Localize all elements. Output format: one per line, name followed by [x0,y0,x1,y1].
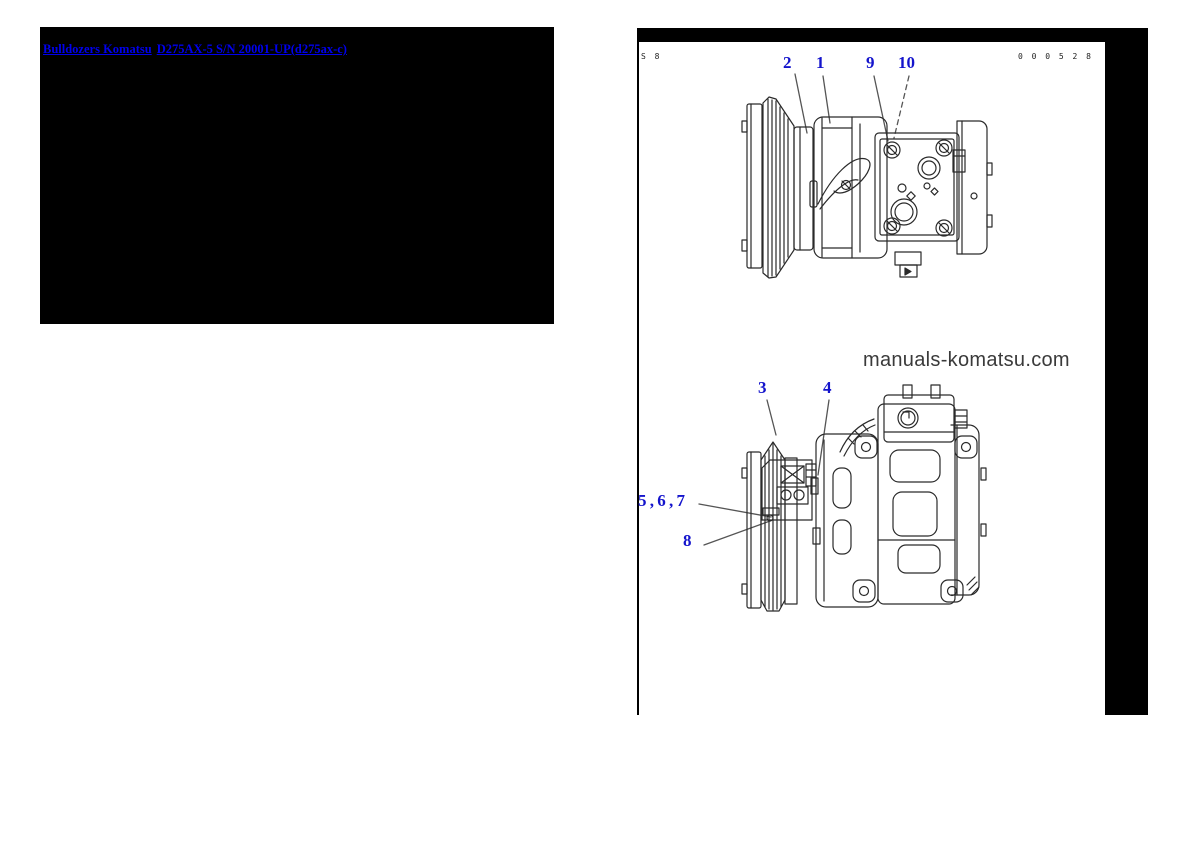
parts-diagram-sheet [637,28,1148,715]
callout-4: 4 [823,378,832,397]
compressor-side-view-drawing [740,88,996,300]
nav-panel [40,27,554,324]
link-bulldozers-komatsu[interactable]: Bulldozers Komatsu [43,42,152,56]
link-model-serial[interactable]: D275AX-5 S/N 20001-UP(d275ax-c) [156,42,347,56]
callout-1: 1 [816,53,825,72]
breadcrumb [43,42,352,57]
callout-9: 9 [866,53,875,72]
callout-2: 2 [783,53,792,72]
sheet-left-border [637,28,639,715]
callout-5-6-7: 5 , 6 , 7 [638,491,685,510]
callout-10: 10 [898,53,915,72]
page-code-left: S 8 [641,52,662,61]
watermark-text: manuals-komatsu.com [863,349,1070,371]
page-code-right: 0 0 0 5 2 8 [1018,52,1093,61]
callout-8: 8 [683,531,692,550]
compressor-top-view-drawing [740,384,996,620]
sheet-right-bar [1105,42,1148,715]
sheet-top-band [637,28,1148,42]
callout-3: 3 [758,378,767,397]
